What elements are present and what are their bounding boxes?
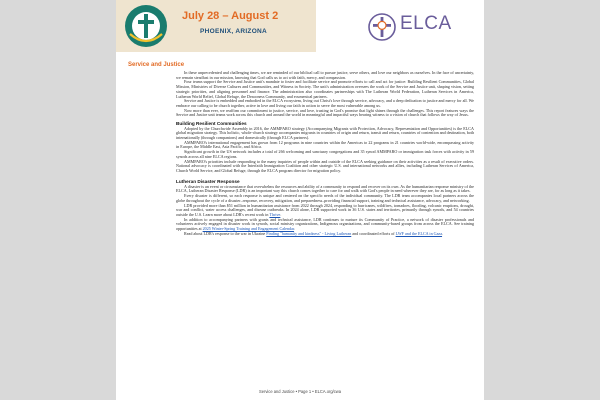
ldr-paragraph	[176, 232, 474, 237]
ldr-paragraph	[176, 204, 474, 218]
section-title: Service and Justice	[128, 62, 185, 68]
intro-paragraph: Four teams support the Service and Justice unit's mandate to foster and facilitate service and promote efforts to call and act for justice: Building Resilient Communities, Global Mission, Ministries of Diverse Cultures and Communities, and Witness in Society. The unit's administration oversees the work of the Service and Justice unit, shaping vision, setting strategic priorities, and aligning personnel and finance. The administration also coordinates partnerships with The Lutheran World Federation, Lutheran Services in America, Lutheran World Relief, Global Refuge, the Deaconess Community, and ecumenical partners.	[176, 79, 474, 99]
ldr-text: and coordinated efforts of	[351, 230, 396, 236]
page-footer: Service and Justice • Page 1 • ELCA.org/cwa	[258, 389, 342, 394]
elca-logo-text: ELCA	[400, 13, 452, 34]
assembly-logo-icon	[124, 4, 168, 48]
ldr-text: .	[294, 226, 296, 232]
intro-paragraph: Service and Justice is embedded and embodied in the ELCA ecosystem, living out Christ's love through service, advocacy, and a deep dedication to justice and mercy for all. We embrace our calling to be church together, active in love and living our faith in action to serve the most vulnerable among us.	[176, 98, 474, 108]
intro-paragraph: Now more than ever, we reaffirm our commitment to justice, service, and love, trusting in God's promise that light shines through the challenges. This report features ways the Service and Justice unit teams work across this church and around the world in meaningful and impactful ways bearing witness to a vision of church that follows the way of Jesus.	[176, 107, 474, 118]
brc-paragraph: AMMPARO's priorities include responding to the many inquiries of people within and outside of the ELCA seeking guidance on their activities as a result of executive orders. National advocacy is coordinated with the Interfaith Immigration Coalition and other strategic U.S. and international networks and allies, including Lutheran Services of America, Church World Service, and Global Refuge, through the ELCA program director for migration policy.	[176, 158, 474, 173]
brc-paragraph: AMMPARO's international engagement has grown from 12 programs in nine countries within the Americas to 22 programs in 21 countries world-wide, encompassing activity in Europe, the Middle East, Asia Pacific, and Africa.	[176, 139, 474, 150]
ldr-paragraph	[176, 218, 474, 232]
thrive-link[interactable]: Thrive	[269, 211, 281, 217]
report-body	[176, 71, 474, 236]
intro-paragraph: In these unprecedented and challenging times, we are reminded of our biblical call to pursue justice, serve others, and love our neighbors as ourselves. In the face of uncertainty, we remain steadfast in our mission, knowing that God calls us to act with faith, mercy, and compassion.	[176, 70, 474, 80]
training-calendar-link[interactable]: 2025 Winter-Spring Training and Engagement Calendar	[202, 226, 295, 232]
ldr-text: Read about LDR's response to the war in Ukraine	[184, 230, 267, 236]
ldr-paragraph: Every disaster is different, so each response is unique and centered on the specific needs of the individual community. The LDR team accompanies local partners across the globe throughout the cycle of a disaster–response, recovery, mitigation, and preparedness–providing financial support, training and technical assistance, advocacy, and networking.	[176, 193, 474, 203]
ldr-text: In addition to accompanying partners with grants and technical assistance, LDR continues to nurture its Community of Practice, a network of disaster professionals and volunteers actively engaged in disaster work in synods, social ministry organizations, Indigenous organizations, and community-based groups from across the ELCA. See training opportunities at	[176, 216, 474, 232]
ldr-heading: Lutheran Disaster Response	[176, 178, 240, 184]
event-dates: July 28 – August 2	[182, 10, 279, 22]
event-location: PHOENIX, ARIZONA	[200, 28, 268, 35]
ldr-paragraph: A disaster is an event or circumstance that overwhelms the resources and ability of a community to respond and recover on its own. As the humanitarian response ministry of the ELCA, Lutheran Disaster Response (LDR) is an important way this church comes together to care for and walk with God's people in need wherever they are, for as long as it takes.	[176, 183, 474, 194]
assembly-banner	[116, 0, 316, 52]
elca-cross-icon	[368, 13, 396, 41]
brc-heading: Building Resilient Communities	[176, 120, 247, 126]
brc-paragraph: Significant growth in the US network includes a total of 266 welcoming and sanctuary congregations and 35 synod AMMPARO or immigration task forces with activity in 59 synods across all nine ELCA regions.	[176, 149, 474, 159]
document-page	[116, 0, 484, 400]
ldr-text: .	[442, 230, 444, 236]
living-lutheran-link[interactable]: Finding "humanity and kindness" - Living Lutheran	[266, 230, 352, 236]
ldr-text: .	[280, 211, 282, 217]
brc-paragraph: Adopted by the Churchwide Assembly in 2016, the AMMPARO strategy (Accompanying Migrants with Protection, Advocacy, Representation and Opportunities) is the ELCA global migration strategy. This holistic, whole-church strategy accompanies migrants in countries of origin and return, transit and return, countries of contention and destination, both internationally (through companions) and domestically (through ELCA partners).	[176, 125, 474, 141]
header-banner	[116, 0, 484, 52]
ldr-text: LDR provided more than $51 million in humanitarian assistance from 2022 through 2024, responding to hurricanes, wildfires, tornadoes, flooding, volcanic eruptions, drought, war and conflict, water access challenges, and disease outbreaks. In 2024 alone, LDR supported work in 36 U.S. states and territories, primarily through synods, and 54 countries outside the U.S. Learn more about LDR's recent work in	[176, 202, 474, 217]
lwf-gaza-link[interactable]: LWF and the ELCA in Gaza	[395, 230, 443, 236]
